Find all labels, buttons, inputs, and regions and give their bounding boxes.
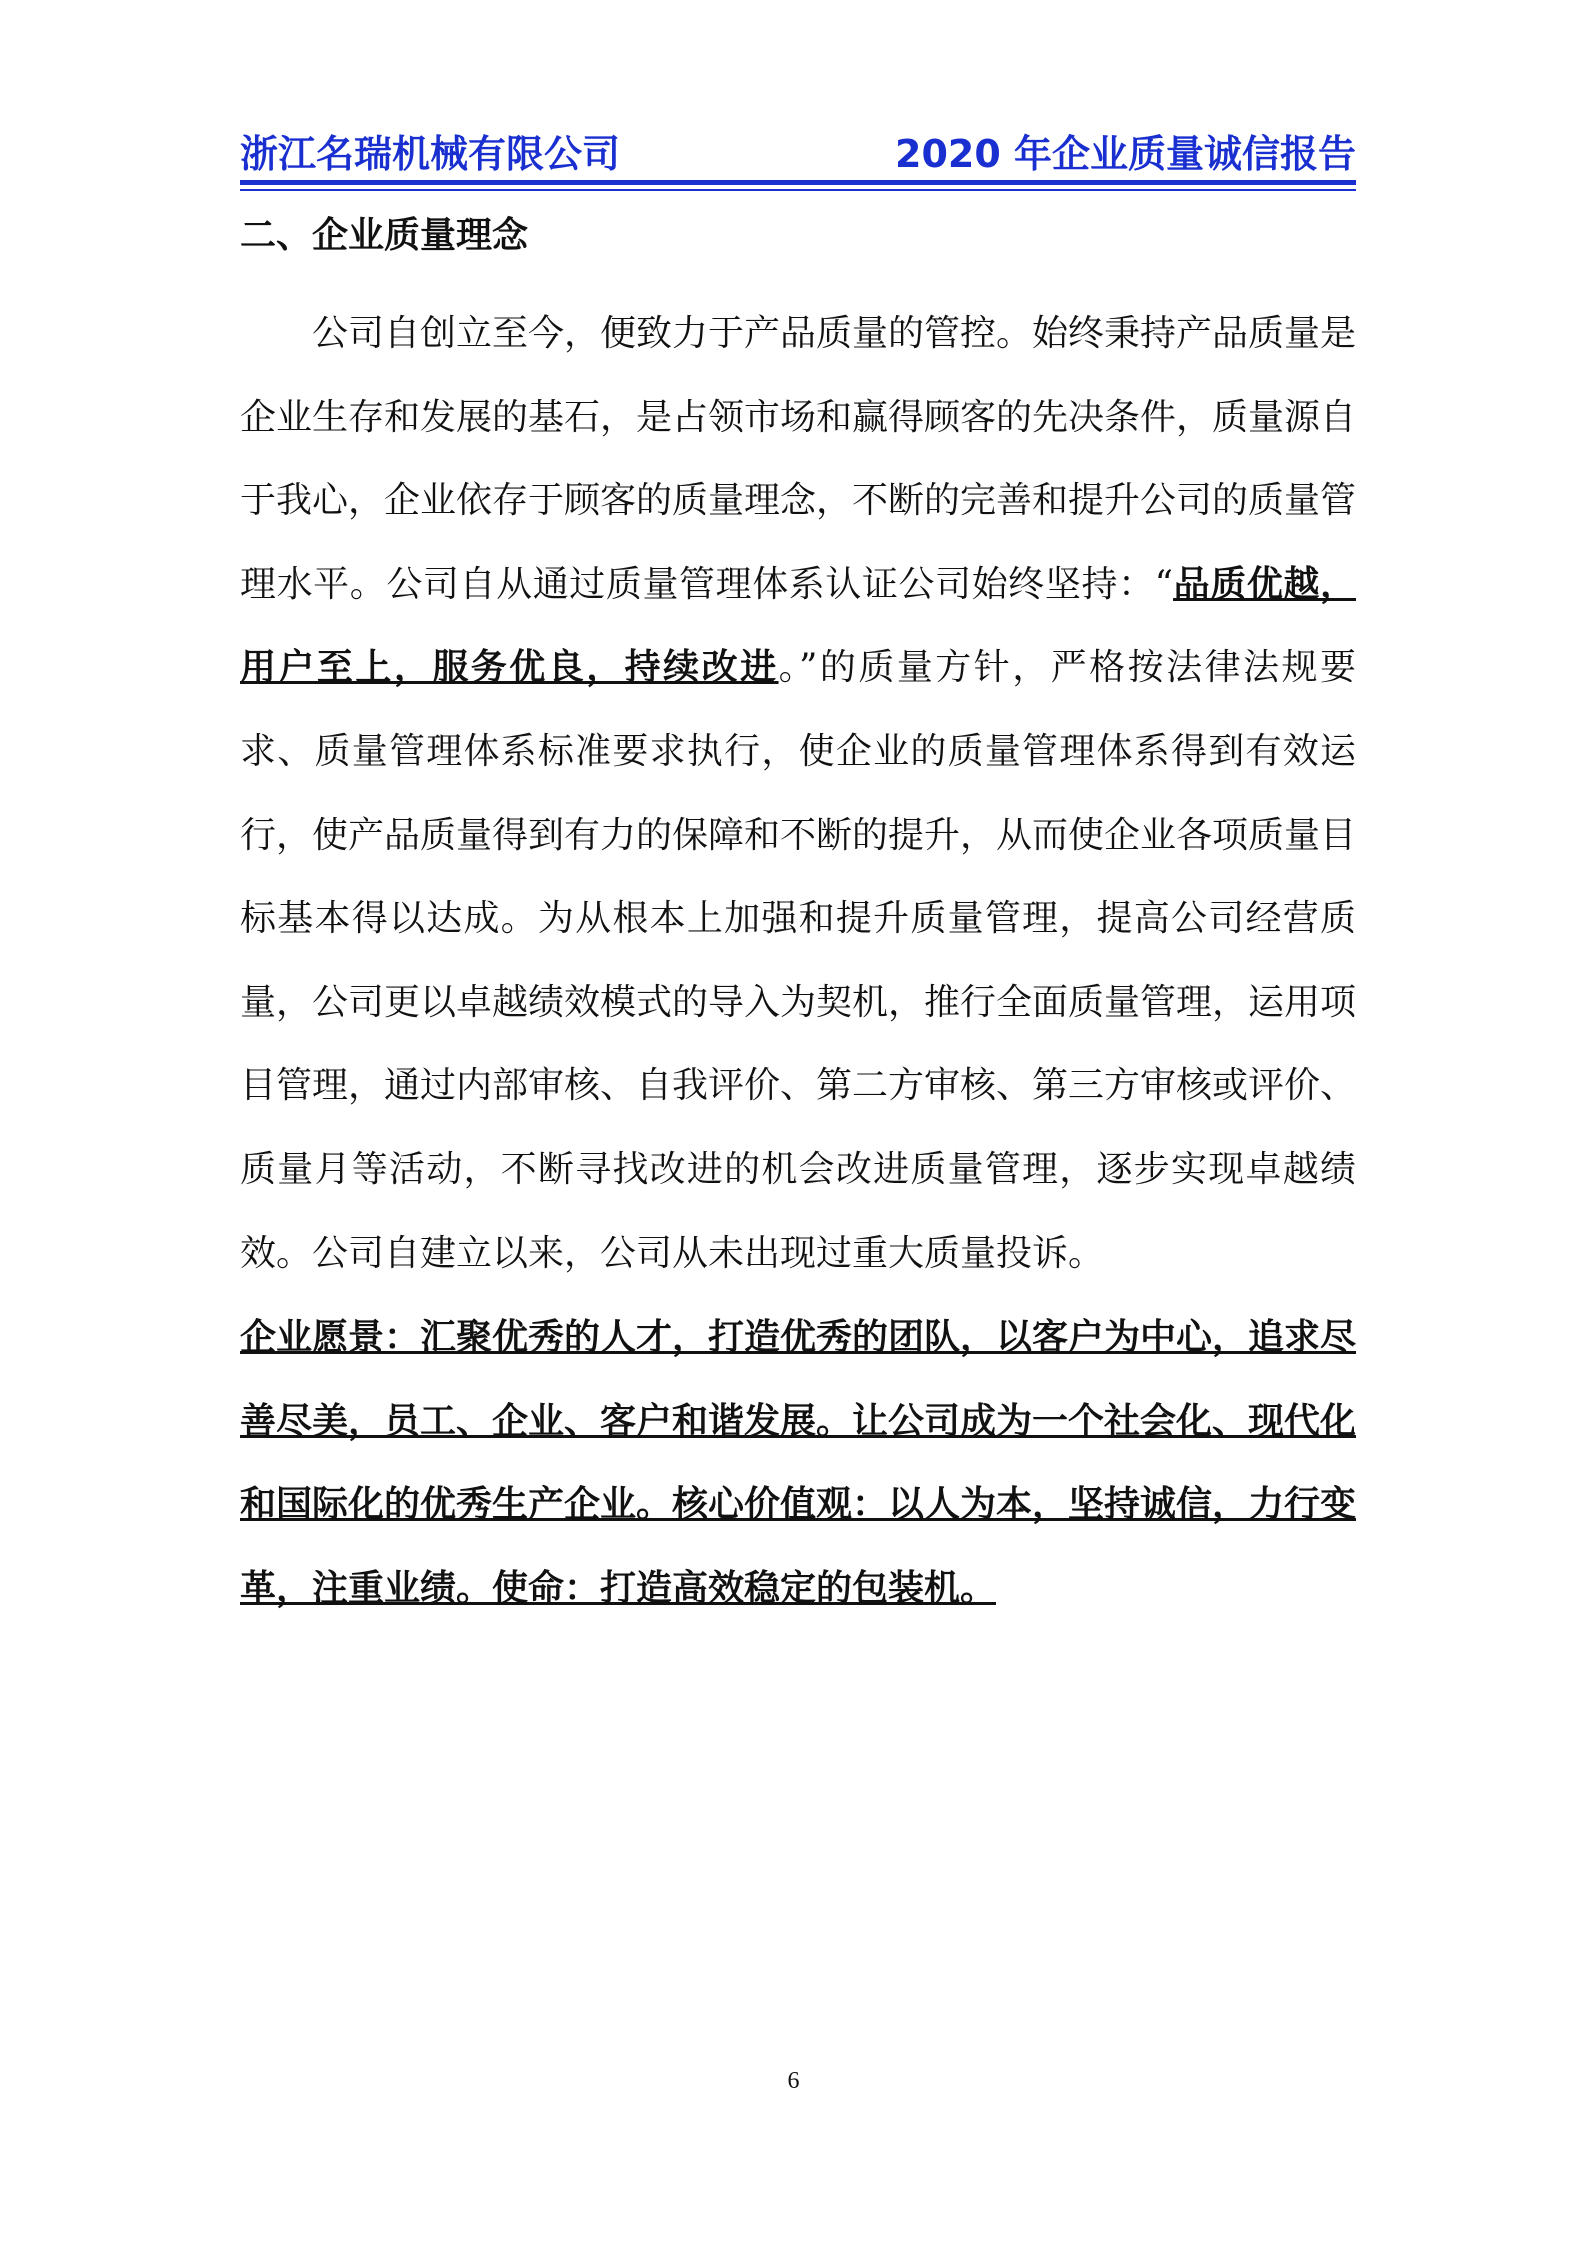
page-header	[240, 118, 1356, 178]
company-name: 浙江名瑞机械有限公司	[240, 132, 621, 176]
paragraph-text-after: 。”的质量方针，严格按法律法规要求、质量管理体系标准要求执行，使企业的质量管理体系得到有效运行，使产品质量得到有力的保障和不断的提升，从而使企业各项质量目标基本得以达成。为从根本上加强和提升质量管理，提高公司经营质量，公司更以卓越绩效模式的导入为契机，推行全面质量管理，运用项目管理，通过内部审核、自我评价、第二方审核、第三方审核或评价、质量月等活动，不断寻找改进的机会改进质量管理，逐步实现卓越绩效。公司自建立以来，公司从未出现过重大质量投诉。	[240, 647, 1357, 1274]
section-heading: 二、企业质量理念	[240, 215, 529, 256]
header-rule-thin	[240, 189, 1356, 191]
quality-policy-text: 品质优越，用户至上，服务优良，持续改进	[240, 563, 1356, 689]
paragraph-text-before: 公司自创立至今，便致力于产品质量的管控。始终秉持产品质量是企业生存和发展的基石，是占领市场和赢得顾客的先决条件，质量源自于我心，企业依存于顾客的质量理念，不断的完善和提升公司的质量管理水平。公司自从通过质量管理体系认证公司始终坚持：“	[240, 313, 1357, 605]
report-title: 2020 年企业质量诚信报告	[895, 132, 1356, 176]
header-rule-thick	[240, 180, 1356, 185]
page-number: 6	[787, 2068, 800, 2094]
vision-values-mission: 企业愿景：汇聚优秀的人才，打造优秀的团队，以客户为中心，追求尽善尽美，员工、企业、客户和谐发展。让公司成为一个社会化、现代化和国际化的优秀生产企业。核心价值观：以人为本，坚持诚信，力行变革，注重业绩。使命：打造高效稳定的包装机。	[240, 1317, 1357, 1609]
quality-philosophy-paragraph	[240, 292, 1356, 1295]
